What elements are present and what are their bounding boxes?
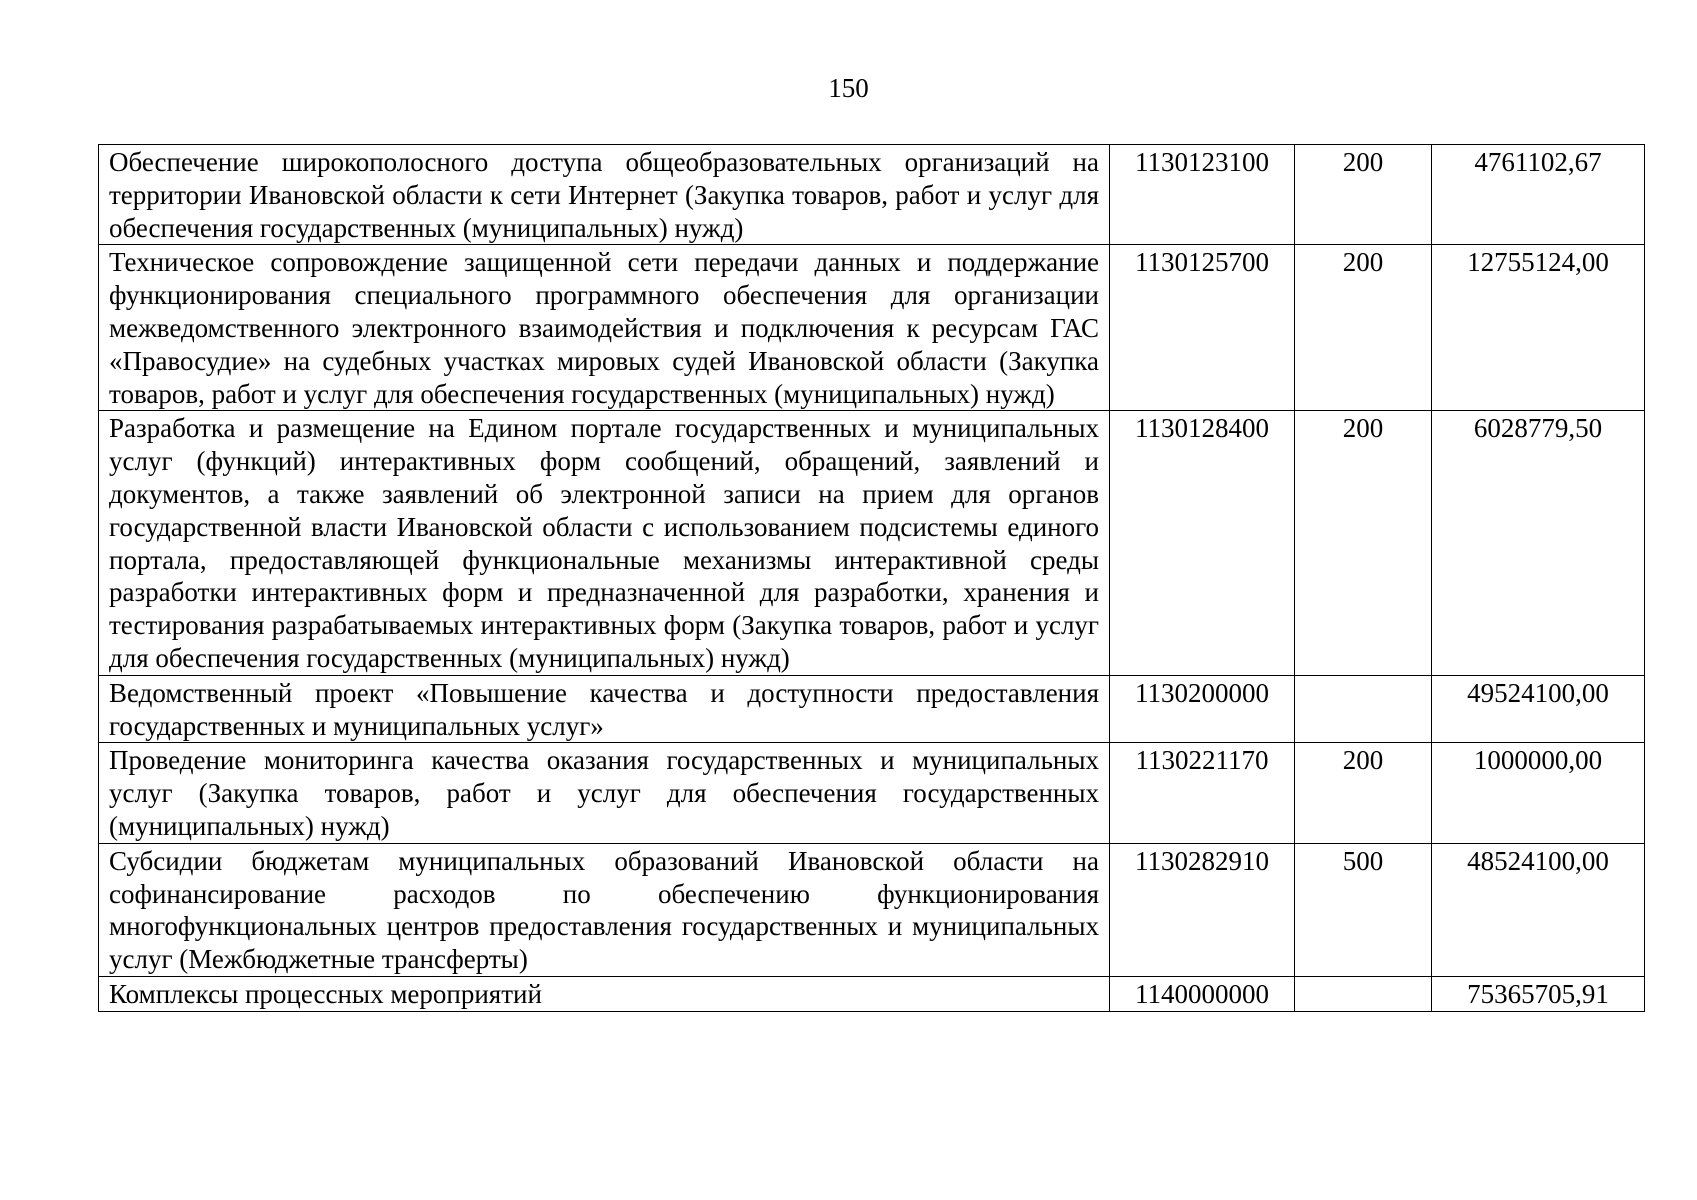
row-amount: 75365705,91 (1432, 976, 1645, 1011)
row-expense-type: 200 (1295, 245, 1432, 411)
row-expense-type (1295, 976, 1432, 1011)
page-number: 150 (828, 73, 869, 103)
row-expense-type (1295, 675, 1432, 743)
row-amount: 1000000,00 (1432, 743, 1645, 843)
row-description: Разработка и размещение на Едином портале государственных и муниципальных услуг (функций) интерактивных форм сообщений, обращений, заявлений и документов, а также заявлений об электронной записи на прием для органов государственной власти Ивановской области с использованием подсистемы единого портала, предоставляющей функциональные механизмы интерактивной среды разработки интерактивных форм и предназначенной для разработки, хранения и тестирования разрабатываемых интерактивных форм (Закупка товаров, работ и услуг для обеспечения государственных (муниципальных) нужд) (99, 411, 1110, 675)
table-row (99, 743, 1645, 843)
row-description: Ведомственный проект «Повышение качества и доступности предоставления государственных и муниципальных услуг» (99, 675, 1110, 743)
row-description: Техническое сопровождение защищенной сети передачи данных и поддержание функционирования специального программного обеспечения для организации межведомственного электронного взаимодействия и подключения к ресурсам ГАС «Правосудие» на судебных участках мировых судей Ивановской области (Закупка товаров, работ и услуг для обеспечения государственных (муниципальных) нужд) (99, 245, 1110, 411)
table-row (99, 675, 1645, 743)
row-code: 1130200000 (1110, 675, 1295, 743)
row-code: 1130123100 (1110, 145, 1295, 245)
row-expense-type: 200 (1295, 411, 1432, 675)
row-amount: 12755124,00 (1432, 245, 1645, 411)
table-row (99, 411, 1645, 675)
table-row (99, 145, 1645, 245)
row-code: 1130128400 (1110, 411, 1295, 675)
table-row (99, 976, 1645, 1011)
table-row (99, 245, 1645, 411)
budget-table (98, 144, 1645, 1012)
row-expense-type: 200 (1295, 145, 1432, 245)
row-description: Проведение мониторинга качества оказания государственных и муниципальных услуг (Закупка товаров, работ и услуг для обеспечения государственных (муниципальных) нужд) (99, 743, 1110, 843)
row-amount: 6028779,50 (1432, 411, 1645, 675)
row-amount: 49524100,00 (1432, 675, 1645, 743)
row-amount: 4761102,67 (1432, 145, 1645, 245)
row-expense-type: 200 (1295, 743, 1432, 843)
table-row (99, 843, 1645, 976)
row-description: Обеспечение широкополосного доступа общеобразовательных организаций на территории Ивановской области к сети Интернет (Закупка товаров, работ и услуг для обеспечения государственных (муниципальных) нужд) (99, 145, 1110, 245)
row-amount: 48524100,00 (1432, 843, 1645, 976)
row-code: 1130282910 (1110, 843, 1295, 976)
row-code: 1140000000 (1110, 976, 1295, 1011)
row-code: 1130221170 (1110, 743, 1295, 843)
row-description: Субсидии бюджетам муниципальных образований Ивановской области на софинансирование расходов по обеспечению функционирования многофункциональных центров предоставления государственных и муниципальных услуг (Межбюджетные трансферты) (99, 843, 1110, 976)
row-code: 1130125700 (1110, 245, 1295, 411)
row-expense-type: 500 (1295, 843, 1432, 976)
row-description: Комплексы процессных мероприятий (99, 976, 1110, 1011)
